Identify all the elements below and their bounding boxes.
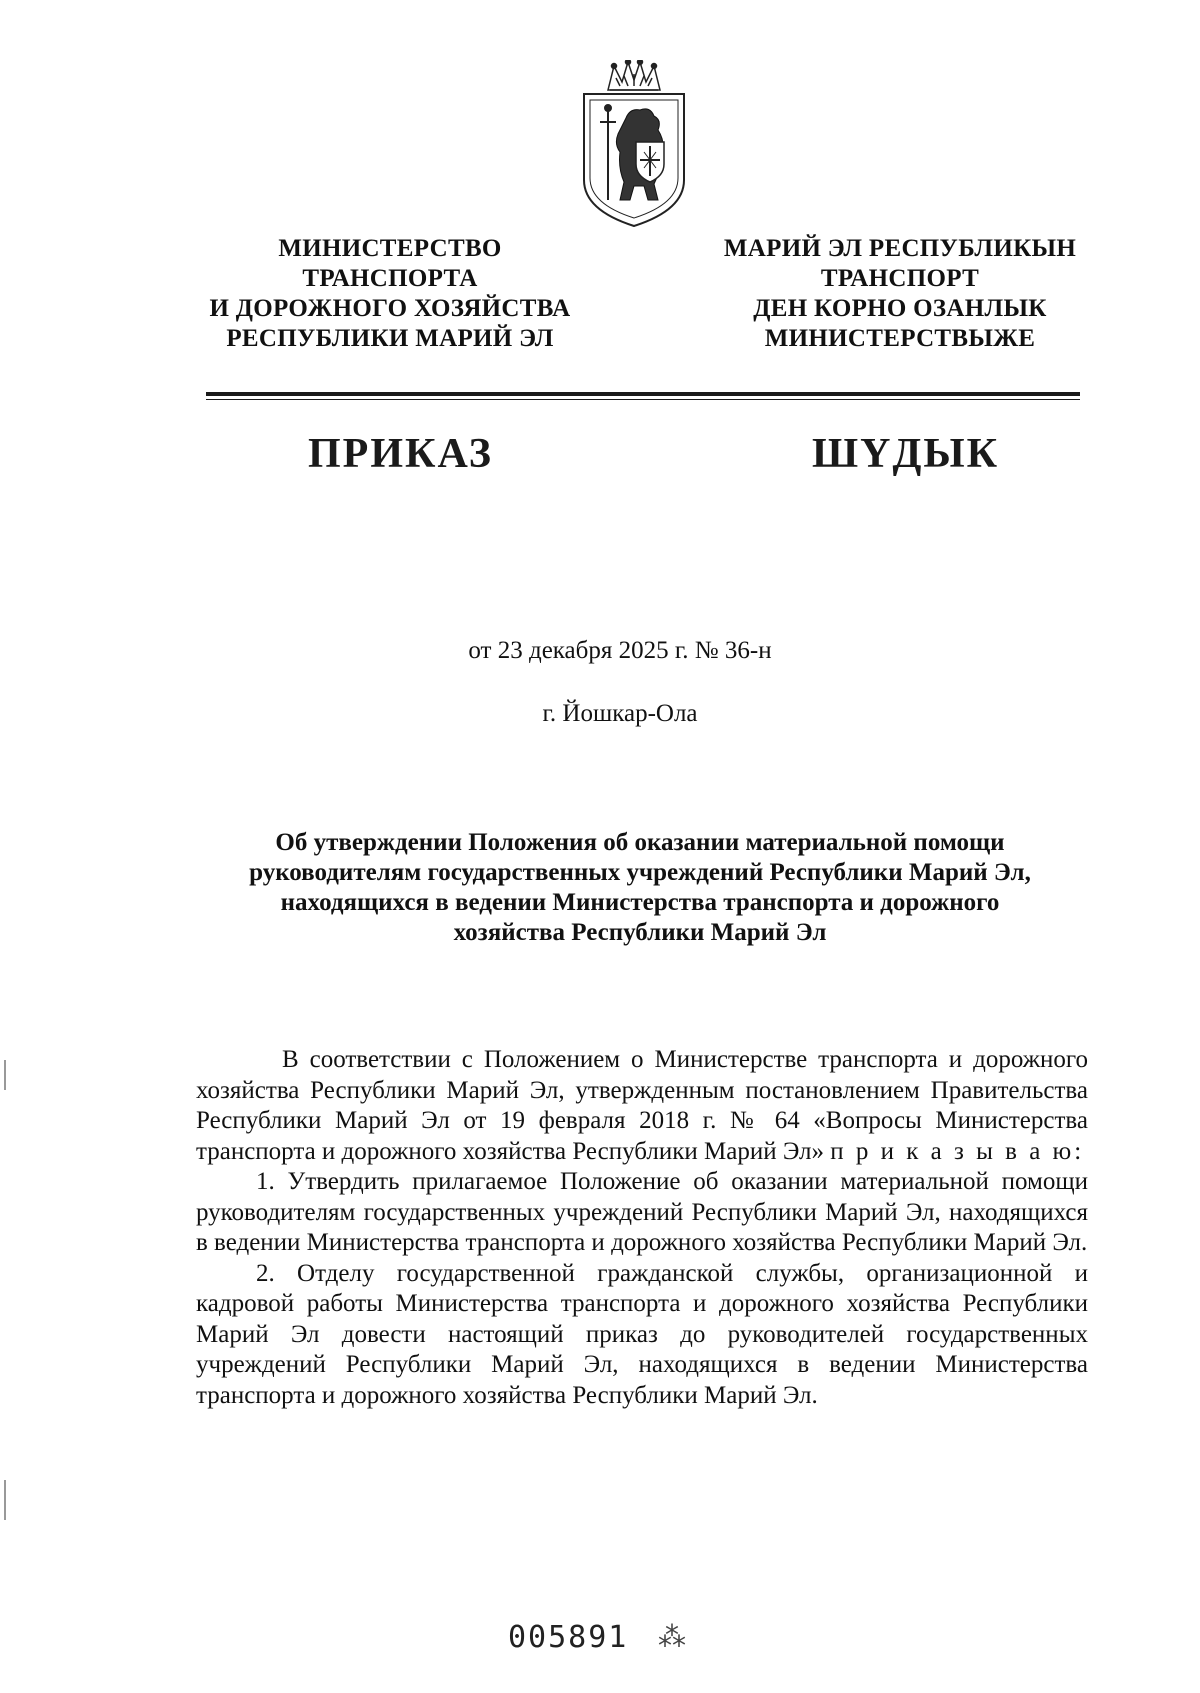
document-body: [196, 1045, 1088, 1411]
title-line-3: находящихся в ведении Министерства транспорта и дорожного: [280, 889, 1000, 916]
org-right-line-4: МИНИСТЕРСТВЫЖЕ: [764, 325, 1036, 352]
org-left-line-3: И ДОРОЖНОГО ХОЗЯЙСТВА: [209, 295, 571, 322]
order-word: п р и к а з ы в а ю:: [830, 1137, 1085, 1165]
doctype-mari: ШҮДЫК: [812, 431, 1000, 477]
preamble-paragraph: [196, 1045, 1088, 1167]
org-right-line-1: МАРИЙ ЭЛ РЕСПУБЛИКЫН: [723, 235, 1077, 262]
coat-of-arms-emblem: [578, 60, 690, 230]
margin-scan-mark: [4, 1060, 6, 1090]
crown-icon: [608, 60, 660, 90]
title-line-2: руководителям государственных учреждений Республики Марий Эл,: [249, 859, 1031, 886]
org-right-line-2: ТРАНСПОРТ: [820, 265, 980, 292]
header-divider-thick: [206, 392, 1080, 396]
title-line-4: хозяйства Республики Марий Эл: [453, 919, 827, 946]
org-right-line-3: ДЕН КОРНО ОЗАНЛЫК: [753, 295, 1047, 322]
header-divider-thin: [206, 399, 1080, 400]
registration-number: 005891: [508, 1620, 629, 1655]
org-name-russian: [190, 234, 590, 354]
org-name-mari: [700, 234, 1100, 354]
document-title: [200, 828, 1080, 948]
doctype-russian: ПРИКАЗ: [308, 431, 493, 477]
title-line-1: Об утверждении Положения об оказании материальной помощи: [275, 829, 1005, 856]
item-2-paragraph: 2. Отделу государственной гражданской службы, организационной и кадровой работы Министерства транспорта и дорожного хозяйства Республики Марий Эл довести настоящий приказ до руководителей государственных учреждений Республики Марий Эл, находящихся в ведении Министерства транспорта и дорожного хозяйства Республики Марий Эл.: [196, 1259, 1088, 1409]
item-1-paragraph: 1. Утвердить прилагаемое Положение об оказании материальной помощи руководителям государственных учреждений Республики Марий Эл, находящихся в ведении Министерства транспорта и дорожного хозяйства Республики Марий Эл.: [196, 1168, 1088, 1256]
org-left-line-2: ТРАНСПОРТА: [302, 265, 478, 292]
date-and-number: от 23 декабря 2025 г. № 36-н: [468, 637, 772, 664]
registration-mark: ⁂: [658, 1620, 686, 1653]
org-left-line-4: РЕСПУБЛИКИ МАРИЙ ЭЛ: [226, 325, 554, 352]
org-left-line-1: МИНИСТЕРСТВО: [278, 235, 502, 262]
small-shield-icon: [636, 142, 664, 182]
margin-scan-mark: [4, 1480, 6, 1520]
preamble-text: В соответствии с Положением о Министерстве транспорта и дорожного хозяйства Республики Марий Эл, утвержденным постановлением Правительства Республики Марий Эл от 19 февраля 2018 г. № 64 «Вопросы Министерства транспорта и дорожного хозяйства Республики Марий Эл»: [196, 1046, 1088, 1165]
city: г. Йошкар-Ола: [542, 700, 698, 727]
